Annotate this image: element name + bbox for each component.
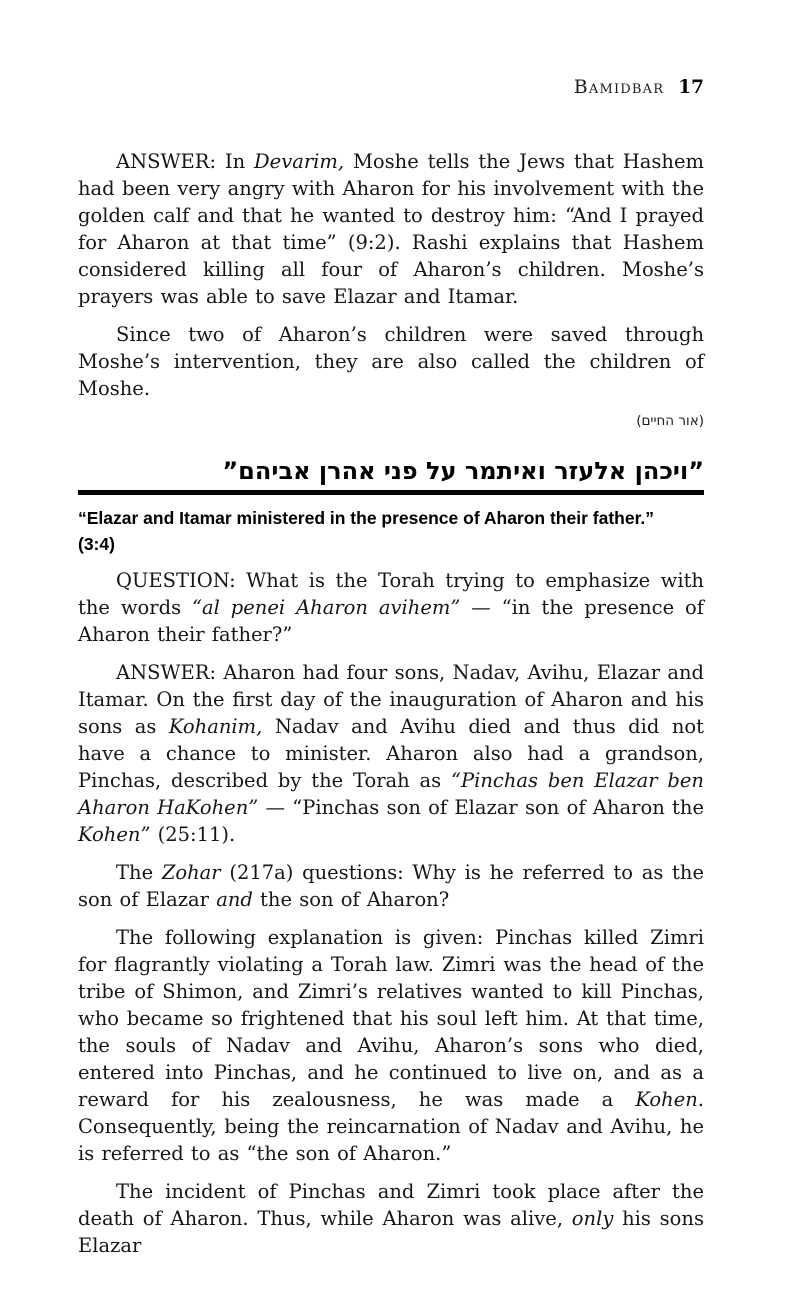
paragraph-explanation: The following explanation is given: Pinchas killed Zimri for flagrantly violating a Torah law. Zimri was the head of the tribe of Shimon, and Zimri’s relatives wanted to kill Pinchas, who became so frightened that his soul left him. At that time, the souls of Nadav and Avihu, Aharon’s sons who died, entered into Pinchas, and he continued to live on, and as a reward for his zealousness, he was made a Kohen. Consequently, being the reincarnation of Nadav and Avihu, he is referred to as “the son of Aharon.” <box>78 926 704 1165</box>
running-head <box>78 76 704 98</box>
page-number: 17 <box>678 77 704 98</box>
paragraph-since-two: Since two of Aharon’s children were saved through Moshe’s intervention, they are also called the children of Moshe. <box>78 323 704 400</box>
source-attribution: (אור החיים) <box>636 413 704 429</box>
paragraph-answer-four-sons: ANSWER: Aharon had four sons, Nadav, Avihu, Elazar and Itamar. On the first day of the inauguration of Aharon and his sons as Kohanim, Nadav and Avihu died and thus did not have a chance to minister. Aharon also had a grandson, Pinchas, described by the Torah as “Pinchas ben Elazar ben Aharon HaKohen” — “Pinchas son of Elazar son of Aharon the Kohen” (25:11). <box>78 661 704 846</box>
paragraph-incident: The incident of Pinchas and Zimri took place after the death of Aharon. Thus, while Aharon was alive, only his sons Elazar <box>78 1180 704 1257</box>
section-divider <box>78 490 704 495</box>
english-section-title: “Elazar and Itamar ministered in the presence of Aharon their father.” (3:4) <box>78 508 655 554</box>
paragraph-answer-devarim: ANSWER: In Devarim, Moshe tells the Jews that Hashem had been very angry with Aharon for his involvement with the golden calf and that he wanted to destroy him: “And I prayed for Aharon at that time” (9:2). Rashi explains that Hashem considered killing all four of Aharon’s children. Moshe’s prayers was able to save Elazar and Itamar. <box>78 150 704 308</box>
hebrew-section-title: ”ויכהן אלעזר ואיתמר על פני אהרן אביהם” <box>222 457 704 485</box>
book-title: Bamidbar <box>573 76 665 98</box>
paragraph-question: QUESTION: What is the Torah trying to emphasize with the words “al penei Aharon avihem” — “in the presence of Aharon their father?” <box>78 569 705 646</box>
paragraph-zohar-question: The Zohar (217a) questions: Why is he referred to as the son of Elazar and the son of Aharon? <box>78 861 704 911</box>
